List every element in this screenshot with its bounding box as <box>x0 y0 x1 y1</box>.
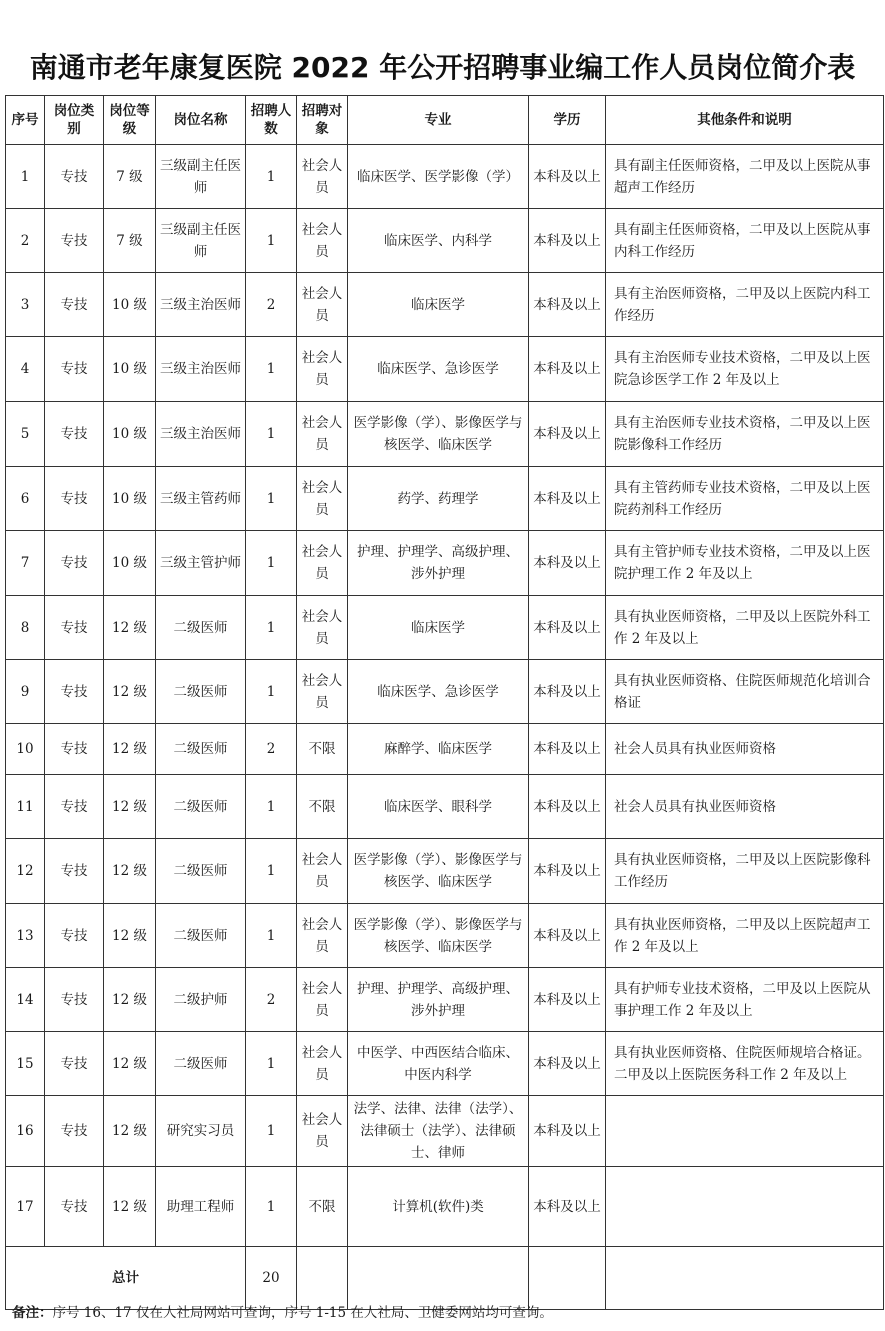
row-grade: 7 级 <box>104 145 156 209</box>
row-count: 1 <box>246 531 297 596</box>
row-education: 本科及以上 <box>529 467 606 531</box>
header-education: 学历 <box>529 96 606 145</box>
row-count: 2 <box>246 968 297 1032</box>
row-education: 本科及以上 <box>529 402 606 467</box>
row-major: 中医学、中西医结合临床、中医内科学 <box>348 1032 529 1096</box>
row-target: 社会人员 <box>297 1032 348 1096</box>
row-position: 三级主治医师 <box>156 337 246 402</box>
table-row <box>6 1096 884 1167</box>
table-row <box>6 904 884 968</box>
row-grade: 12 级 <box>104 775 156 839</box>
row-notes: 具有执业医师资格，二甲及以上医院超声工作 2 年及以上 <box>606 904 884 968</box>
table-row <box>6 402 884 467</box>
row-notes: 具有副主任医师资格，二甲及以上医院从事内科工作经历 <box>606 209 884 273</box>
row-position: 二级护师 <box>156 968 246 1032</box>
row-major: 临床医学、内科学 <box>348 209 529 273</box>
row-no: 2 <box>6 209 45 273</box>
row-category: 专技 <box>45 1096 104 1167</box>
row-target: 社会人员 <box>297 660 348 724</box>
row-category: 专技 <box>45 273 104 337</box>
row-education: 本科及以上 <box>529 1032 606 1096</box>
row-major: 临床医学、急诊医学 <box>348 337 529 402</box>
row-notes <box>606 1167 884 1247</box>
row-no: 4 <box>6 337 45 402</box>
row-count: 1 <box>246 145 297 209</box>
row-count: 1 <box>246 1096 297 1167</box>
page-title: 南通市老年康复医院 2022 年公开招聘事业编工作人员岗位简介表 <box>29 51 856 84</box>
row-grade: 12 级 <box>104 1096 156 1167</box>
row-count: 1 <box>246 1167 297 1247</box>
row-count: 2 <box>246 273 297 337</box>
row-grade: 10 级 <box>104 531 156 596</box>
table-row <box>6 145 884 209</box>
row-position: 三级主管药师 <box>156 467 246 531</box>
row-major: 临床医学、医学影像（学） <box>348 145 529 209</box>
row-category: 专技 <box>45 531 104 596</box>
position-table <box>5 95 884 1310</box>
row-position: 二级医师 <box>156 904 246 968</box>
row-grade: 12 级 <box>104 1167 156 1247</box>
footnote-text: 序号 16、17 仅在人社局网站可查询，序号 1-15 在人社局、卫健委网站均可查询。 <box>52 1305 553 1321</box>
row-notes: 具有执业医师资格，二甲及以上医院影像科工作经历 <box>606 839 884 904</box>
row-count: 1 <box>246 467 297 531</box>
row-position: 三级副主任医师 <box>156 209 246 273</box>
row-position: 三级副主任医师 <box>156 145 246 209</box>
total-label: 总计 <box>6 1247 246 1310</box>
row-grade: 12 级 <box>104 596 156 660</box>
row-count: 1 <box>246 839 297 904</box>
row-major: 临床医学 <box>348 273 529 337</box>
row-target: 社会人员 <box>297 402 348 467</box>
row-no: 11 <box>6 775 45 839</box>
row-notes: 具有主治医师专业技术资格，二甲及以上医院影像科工作经历 <box>606 402 884 467</box>
row-category: 专技 <box>45 145 104 209</box>
row-category: 专技 <box>45 209 104 273</box>
table-row <box>6 596 884 660</box>
row-position: 助理工程师 <box>156 1167 246 1247</box>
row-category: 专技 <box>45 596 104 660</box>
row-notes: 具有护师专业技术资格，二甲及以上医院从事护理工作 2 年及以上 <box>606 968 884 1032</box>
row-grade: 10 级 <box>104 467 156 531</box>
row-education: 本科及以上 <box>529 904 606 968</box>
row-education: 本科及以上 <box>529 531 606 596</box>
row-education: 本科及以上 <box>529 968 606 1032</box>
row-major: 临床医学 <box>348 596 529 660</box>
row-notes: 具有执业医师资格、住院医师规培合格证。二甲及以上医院医务科工作 2 年及以上 <box>606 1032 884 1096</box>
row-no: 10 <box>6 724 45 775</box>
row-target: 社会人员 <box>297 968 348 1032</box>
footnote-label: 备注： <box>12 1305 53 1321</box>
table-row <box>6 467 884 531</box>
row-target: 社会人员 <box>297 596 348 660</box>
row-count: 1 <box>246 596 297 660</box>
row-education: 本科及以上 <box>529 273 606 337</box>
row-education: 本科及以上 <box>529 145 606 209</box>
row-no: 6 <box>6 467 45 531</box>
table-row <box>6 660 884 724</box>
total-empty-notes <box>606 1247 884 1310</box>
row-notes: 社会人员具有执业医师资格 <box>606 724 884 775</box>
row-count: 1 <box>246 209 297 273</box>
row-category: 专技 <box>45 402 104 467</box>
row-notes <box>606 1096 884 1167</box>
row-education: 本科及以上 <box>529 775 606 839</box>
row-count: 1 <box>246 337 297 402</box>
row-no: 17 <box>6 1167 45 1247</box>
total-count: 20 <box>246 1247 297 1310</box>
header-major: 专业 <box>348 96 529 145</box>
row-position: 二级医师 <box>156 596 246 660</box>
row-category: 专技 <box>45 1167 104 1247</box>
row-notes: 具有主管护师专业技术资格，二甲及以上医院护理工作 2 年及以上 <box>606 531 884 596</box>
row-grade: 10 级 <box>104 337 156 402</box>
row-grade: 10 级 <box>104 402 156 467</box>
header-no: 序号 <box>6 96 45 145</box>
row-target: 社会人员 <box>297 531 348 596</box>
row-major: 护理、护理学、高级护理、涉外护理 <box>348 531 529 596</box>
row-category: 专技 <box>45 904 104 968</box>
row-category: 专技 <box>45 660 104 724</box>
row-no: 7 <box>6 531 45 596</box>
header-notes: 其他条件和说明 <box>606 96 884 145</box>
row-no: 5 <box>6 402 45 467</box>
table-row <box>6 775 884 839</box>
row-grade: 12 级 <box>104 660 156 724</box>
row-position: 二级医师 <box>156 724 246 775</box>
row-major: 护理、护理学、高级护理、涉外护理 <box>348 968 529 1032</box>
row-grade: 12 级 <box>104 1032 156 1096</box>
row-major: 医学影像（学）、影像医学与核医学、临床医学 <box>348 904 529 968</box>
table-row <box>6 968 884 1032</box>
row-count: 1 <box>246 904 297 968</box>
row-major: 麻醉学、临床医学 <box>348 724 529 775</box>
row-education: 本科及以上 <box>529 596 606 660</box>
row-position: 二级医师 <box>156 839 246 904</box>
row-notes: 社会人员具有执业医师资格 <box>606 775 884 839</box>
row-category: 专技 <box>45 467 104 531</box>
row-no: 1 <box>6 145 45 209</box>
row-target: 社会人员 <box>297 273 348 337</box>
row-position: 三级主治医师 <box>156 402 246 467</box>
row-notes: 具有主治医师专业技术资格，二甲及以上医院急诊医学工作 2 年及以上 <box>606 337 884 402</box>
row-major: 医学影像（学）、影像医学与核医学、临床医学 <box>348 402 529 467</box>
row-grade: 12 级 <box>104 968 156 1032</box>
row-no: 3 <box>6 273 45 337</box>
row-notes: 具有执业医师资格、住院医师规范化培训合格证 <box>606 660 884 724</box>
row-education: 本科及以上 <box>529 1096 606 1167</box>
header-count: 招聘人数 <box>246 96 297 145</box>
row-target: 社会人员 <box>297 337 348 402</box>
table-row <box>6 724 884 775</box>
row-category: 专技 <box>45 968 104 1032</box>
row-education: 本科及以上 <box>529 337 606 402</box>
row-target: 不限 <box>297 1167 348 1247</box>
row-category: 专技 <box>45 724 104 775</box>
row-target: 社会人员 <box>297 467 348 531</box>
row-position: 三级主管护师 <box>156 531 246 596</box>
row-count: 1 <box>246 660 297 724</box>
row-category: 专技 <box>45 1032 104 1096</box>
row-education: 本科及以上 <box>529 1167 606 1247</box>
table-row <box>6 209 884 273</box>
row-notes: 具有主管药师专业技术资格，二甲及以上医院药剂科工作经历 <box>606 467 884 531</box>
header-target: 招聘对象 <box>297 96 348 145</box>
header-grade: 岗位等级 <box>104 96 156 145</box>
row-grade: 7 级 <box>104 209 156 273</box>
row-grade: 12 级 <box>104 839 156 904</box>
row-grade: 12 级 <box>104 904 156 968</box>
row-grade: 10 级 <box>104 273 156 337</box>
table-row <box>6 1032 884 1096</box>
row-education: 本科及以上 <box>529 839 606 904</box>
table-row <box>6 1167 884 1247</box>
row-major: 法学、法律、法律（法学）、法律硕士（法学）、法律硕士、律师 <box>348 1096 529 1167</box>
row-education: 本科及以上 <box>529 209 606 273</box>
row-target: 不限 <box>297 775 348 839</box>
row-position: 二级医师 <box>156 775 246 839</box>
row-no: 8 <box>6 596 45 660</box>
row-count: 2 <box>246 724 297 775</box>
row-no: 13 <box>6 904 45 968</box>
row-major: 计算机(软件)类 <box>348 1167 529 1247</box>
row-target: 社会人员 <box>297 145 348 209</box>
row-grade: 12 级 <box>104 724 156 775</box>
row-major: 药学、药理学 <box>348 467 529 531</box>
row-target: 社会人员 <box>297 839 348 904</box>
table-row <box>6 337 884 402</box>
row-no: 14 <box>6 968 45 1032</box>
row-major: 临床医学、急诊医学 <box>348 660 529 724</box>
row-target: 社会人员 <box>297 1096 348 1167</box>
header-position: 岗位名称 <box>156 96 246 145</box>
row-no: 16 <box>6 1096 45 1167</box>
row-notes: 具有执业医师资格，二甲及以上医院外科工作 2 年及以上 <box>606 596 884 660</box>
row-position: 研究实习员 <box>156 1096 246 1167</box>
row-education: 本科及以上 <box>529 660 606 724</box>
row-category: 专技 <box>45 337 104 402</box>
row-count: 1 <box>246 402 297 467</box>
row-position: 三级主治医师 <box>156 273 246 337</box>
row-category: 专技 <box>45 839 104 904</box>
table-header-row <box>6 96 884 145</box>
row-target: 不限 <box>297 724 348 775</box>
header-category: 岗位类别 <box>45 96 104 145</box>
row-position: 二级医师 <box>156 1032 246 1096</box>
table-row <box>6 839 884 904</box>
row-major: 医学影像（学）、影像医学与核医学、临床医学 <box>348 839 529 904</box>
table-row <box>6 531 884 596</box>
row-no: 9 <box>6 660 45 724</box>
table-row <box>6 273 884 337</box>
row-target: 社会人员 <box>297 904 348 968</box>
row-count: 1 <box>246 1032 297 1096</box>
row-notes: 具有主治医师资格，二甲及以上医院内科工作经历 <box>606 273 884 337</box>
row-no: 12 <box>6 839 45 904</box>
row-major: 临床医学、眼科学 <box>348 775 529 839</box>
row-target: 社会人员 <box>297 209 348 273</box>
row-education: 本科及以上 <box>529 724 606 775</box>
row-no: 15 <box>6 1032 45 1096</box>
row-category: 专技 <box>45 775 104 839</box>
footnote <box>12 1301 553 1321</box>
row-notes: 具有副主任医师资格，二甲及以上医院从事超声工作经历 <box>606 145 884 209</box>
row-position: 二级医师 <box>156 660 246 724</box>
row-count: 1 <box>246 775 297 839</box>
